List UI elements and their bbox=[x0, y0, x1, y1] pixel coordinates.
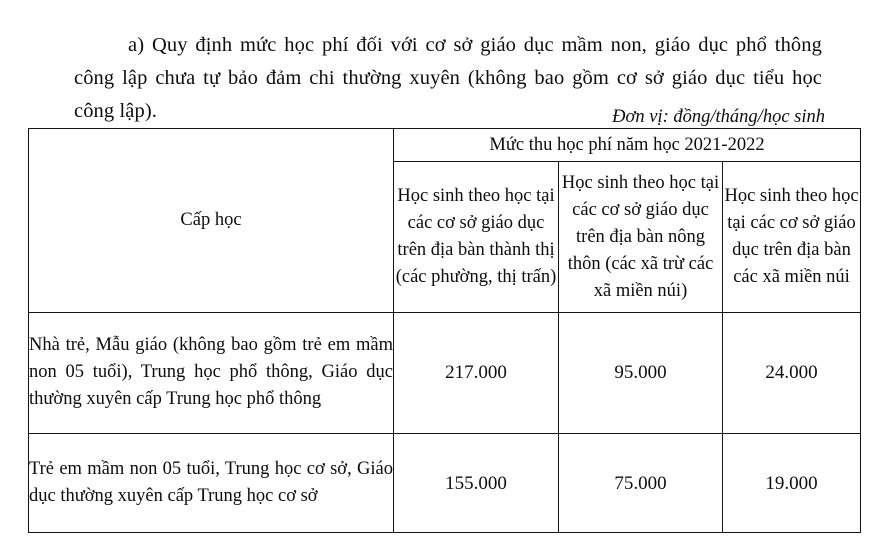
table-header-row-merged bbox=[29, 129, 861, 162]
column-header-merged-period: Mức thu học phí năm học 2021-2022 bbox=[394, 129, 861, 162]
row-level-label: Nhà trẻ, Mẫu giáo (không bao gồm trẻ em mầm non 05 tuổi), Trung học phổ thông, Giáo dục thường xuyên cấp Trung học phổ thông bbox=[29, 312, 394, 433]
row-rural-value: 75.000 bbox=[559, 434, 723, 533]
row-level-label: Trẻ em mầm non 05 tuổi, Trung học cơ sở, Giáo dục thường xuyên cấp Trung học cơ sở bbox=[29, 434, 394, 533]
column-header-level: Cấp học bbox=[29, 129, 394, 313]
table-row bbox=[29, 312, 861, 433]
intro-paragraph: a) Quy định mức học phí đối với cơ sở giáo dục mầm non, giáo dục phổ thông công lập chưa tự bảo đảm chi thường xuyên (không bao gồm cơ sở giáo dục tiểu học công lập). bbox=[74, 33, 822, 122]
row-rural-value: 95.000 bbox=[559, 312, 723, 433]
tuition-fee-table bbox=[28, 128, 861, 533]
column-header-urban: Học sinh theo học tại các cơ sở giáo dục trên địa bàn thành thị (các phường, thị trấn) bbox=[394, 162, 559, 312]
row-mountain-value: 19.000 bbox=[723, 434, 861, 533]
column-header-rural: Học sinh theo học tại các cơ sở giáo dục trên địa bàn nông thôn (các xã trừ các xã miền núi) bbox=[559, 162, 723, 312]
row-urban-value: 217.000 bbox=[394, 312, 559, 433]
unit-note: Đơn vị: đồng/tháng/học sinh bbox=[612, 107, 825, 127]
row-urban-value: 155.000 bbox=[394, 434, 559, 533]
row-mountain-value: 24.000 bbox=[723, 312, 861, 433]
column-header-mountain: Học sinh theo học tại các cơ sở giáo dục trên địa bàn các xã miền núi bbox=[723, 162, 861, 312]
table-row bbox=[29, 434, 861, 533]
